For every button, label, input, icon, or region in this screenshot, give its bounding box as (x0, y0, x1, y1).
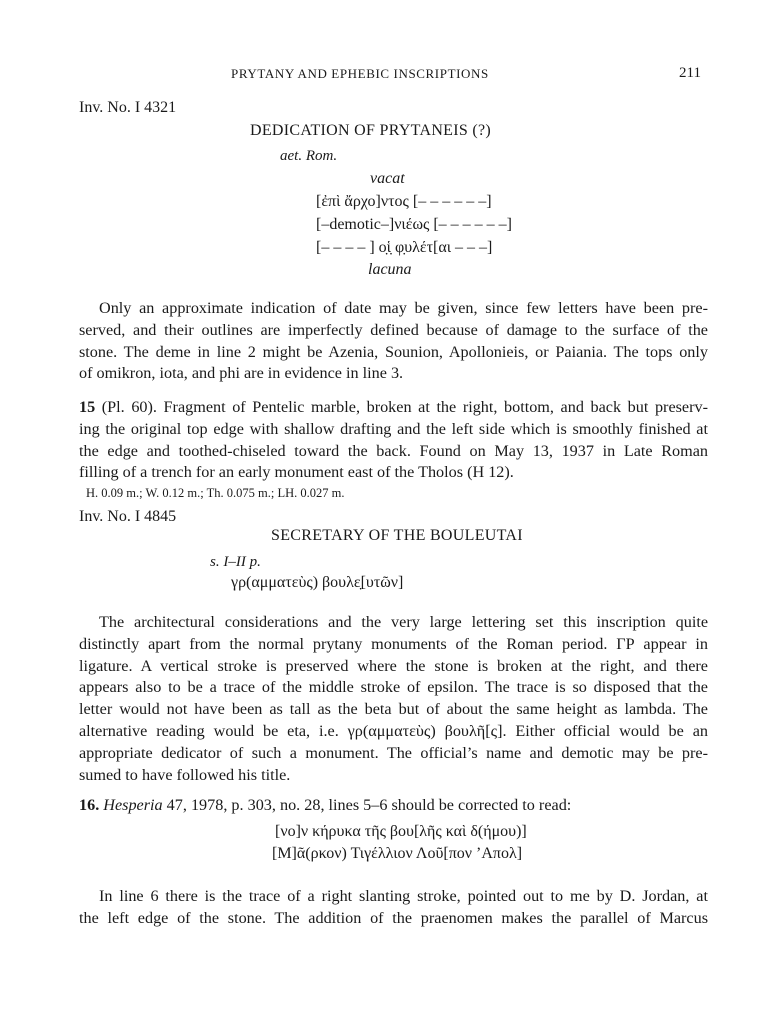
text-line: ligature. A vertical stroke is preserved where the stone is broken at the right, and there (79, 656, 708, 675)
text-line: ing the original top edge with shallow drafting and the left side which is smoothly finished at (79, 419, 708, 438)
inscription-line: [– – – – ] ο̣ἱ̣ φ̣υλέτ[αι – – –] (316, 239, 493, 256)
entry-heading (79, 796, 571, 815)
text-line: letter would not have been as tall as the beta but of about the same height as lambda. The (79, 700, 708, 719)
dimensions: H. 0.09 m.; W. 0.12 m.; Th. 0.075 m.; LH. 0.027 m. (86, 486, 345, 500)
running-head: PRYTANY AND EPHEBIC INSCRIPTIONS (231, 66, 489, 81)
inscription-line: [Μ]ᾶ(ρκον) Τιγέλλιον Λοῦ[πον ’Απολ] (272, 845, 523, 862)
commentary-paragraph (79, 298, 708, 385)
text-line: the left edge of the stone. The addition of the praenomen makes the parallel of Marcus (79, 908, 708, 927)
text-line: filling of a trench for an early monument east of the Tholos (H 12). (79, 463, 514, 482)
text-line: The architectural considerations and the very large lettering set this inscription quite (99, 613, 708, 631)
inscription-lacuna: lacuna (368, 261, 412, 278)
inscription-line: [–demotic–]νιέως [– – – – – –] (316, 216, 512, 233)
inventory-number: Inv. No. I 4845 (79, 508, 177, 525)
text-line: Only an approximate indication of date may be given, since few letters have been pre- (99, 299, 708, 317)
inscription-title: SECRETARY OF THE BOULEUTAI (271, 527, 523, 544)
inscription-date: s. I–II p. (210, 554, 261, 570)
journal-title: Hesperia (103, 796, 163, 814)
text-line: the edge and toothed-chiseled toward the back. Found on May 13, 1937 in Late Roman (79, 441, 708, 460)
text-line: sumed to have followed his title. (79, 765, 291, 784)
text-line: distinctly apart from the normal prytany monuments of the Roman period. ΓΡ appear in (79, 634, 708, 653)
commentary-paragraph (79, 886, 708, 930)
inscription-vacat: vacat (370, 170, 405, 187)
inscription-text: γρ(αμματεὺς) βουλε̣[υτῶν] (231, 574, 404, 591)
text-line: alternative reading would be eta, i.e. γρ(αμματεὺς) βουλῆ[ς]. Either official would be an (79, 721, 708, 740)
text-line: In line 6 there is the trace of a right slanting stroke, pointed out to me by D. Jordan, at (99, 887, 708, 905)
entry-number: 16. (79, 796, 100, 814)
inventory-number: Inv. No. I 4321 (79, 99, 177, 116)
inscription-title: DEDICATION OF PRYTANEIS (?) (250, 122, 492, 139)
inscription-line: [νο]ν κήρυκα τῆς βου[λῆς καὶ δ(ήμου)] (275, 823, 527, 840)
entry-number: 15 (79, 398, 96, 416)
text-line: served, and their outlines are imperfectly defined because of damage to the surface of the (79, 320, 708, 339)
reference-text: 47, 1978, p. 303, no. 28, lines 5–6 should be corrected to read: (162, 796, 572, 814)
commentary-paragraph (79, 612, 708, 786)
text-line: of omikron, iota, and phi are in evidence in line 3. (79, 364, 404, 383)
text-line: stone. The deme in line 2 might be Azenia, Sounion, Apollonieis, or Paiania. The tops only (79, 342, 708, 361)
text-line: appears also to be a trace of the middle stroke of epsilon. The trace is so disposed that the (79, 678, 708, 697)
text-line: appropriate dedicator of such a monument. The official’s name and demotic may be pre- (79, 743, 708, 762)
text-line: (Pl. 60). Fragment of Pentelic marble, broken at the right, bottom, and back but preserv- (95, 398, 708, 416)
page-number: 211 (679, 65, 701, 81)
inscription-line: [ἐπὶ ἄρχο]ντος [– – – – – –] (316, 193, 492, 210)
entry-description (79, 397, 708, 484)
inscription-date: aet. Rom. (280, 148, 338, 164)
